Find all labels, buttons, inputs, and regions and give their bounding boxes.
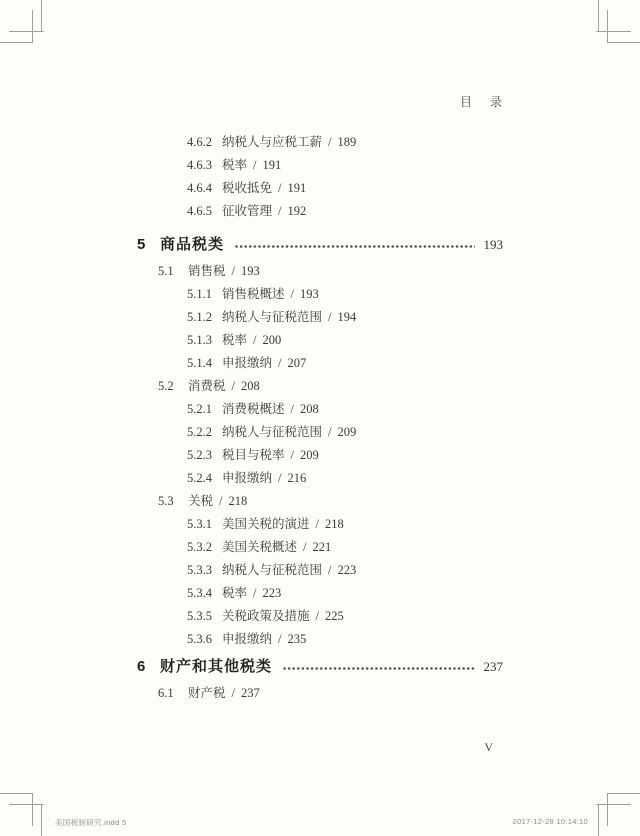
- toc-entry: [137, 605, 503, 628]
- toc-entry-title: 消费税概述: [222, 402, 285, 416]
- toc-entry-separator: /: [253, 586, 257, 600]
- crop-mark: [607, 42, 640, 43]
- toc-entry: [137, 582, 503, 605]
- toc-entry: [137, 467, 503, 490]
- toc-entry-title: 纳税人与征税范围: [222, 563, 323, 577]
- toc-entry-number: 5.1.1: [187, 287, 212, 301]
- toc-entry-separator: /: [315, 517, 319, 531]
- toc-chapter-entry: [137, 230, 503, 260]
- toc-entry: [137, 559, 503, 582]
- dotted-leader: [283, 667, 474, 670]
- toc-entry-number: 5.3.2: [187, 540, 212, 554]
- toc-entry-number: 5.1.2: [187, 310, 212, 324]
- toc-entry-title: 纳税人与应税工薪: [222, 135, 323, 149]
- crop-mark: [596, 804, 631, 805]
- toc-entry-number: 5.3.5: [187, 609, 212, 623]
- toc-entry: [137, 352, 503, 375]
- toc-entry-separator: /: [328, 135, 332, 149]
- toc-entry-number: 5.3.4: [187, 586, 212, 600]
- toc-entry-page: 237: [241, 686, 260, 700]
- toc-list: [137, 131, 503, 705]
- toc-entry-page: 223: [337, 563, 357, 577]
- toc-entry-separator: /: [278, 181, 282, 195]
- footer-timestamp: 2017-12-28 10:14:10: [512, 817, 588, 826]
- toc-entry-separator: /: [278, 204, 282, 218]
- toc-entry-number: 5.2: [158, 379, 174, 393]
- toc-entry-title: 税率: [222, 586, 248, 600]
- toc-entry-separator: /: [231, 686, 235, 700]
- toc-entry-page: 193: [300, 287, 319, 301]
- toc-entry-page: 193: [483, 237, 503, 252]
- toc-entry-separator: /: [290, 287, 294, 301]
- toc-entry-number: 5.3.3: [187, 563, 212, 577]
- footer-filename: 美国税制研究.indd 5: [55, 818, 127, 827]
- toc-entry-title: 美国关税的演进: [222, 517, 310, 531]
- toc-entry: [137, 131, 503, 154]
- toc-entry-number: 5.1.3: [187, 333, 212, 347]
- toc-entry-title: 税率: [222, 158, 248, 172]
- toc-entry-separator: /: [315, 609, 319, 623]
- toc-entry-separator: /: [328, 563, 332, 577]
- toc-entry-title: 消费税: [188, 379, 226, 393]
- toc-entry: [137, 421, 503, 444]
- toc-entry-title: 财产和其他税类: [160, 658, 273, 675]
- toc-entry-page: 218: [325, 517, 344, 531]
- toc-entry-number: 5.2.3: [187, 448, 212, 462]
- toc-entry-separator: /: [328, 425, 332, 439]
- crop-mark: [0, 793, 33, 794]
- toc-entry-page: 194: [337, 310, 357, 324]
- toc-entry-title: 财产税: [188, 686, 226, 700]
- toc-entry: [137, 329, 503, 352]
- toc-entry-page: 216: [287, 471, 307, 485]
- crop-mark: [32, 793, 33, 826]
- toc-entry-title: 关税: [188, 494, 214, 508]
- toc-entry-page: 207: [287, 356, 307, 370]
- toc-entry-separator: /: [278, 632, 282, 646]
- toc-entry-title: 销售税: [188, 264, 226, 278]
- toc-entry-separator: /: [290, 402, 294, 416]
- page-header-title: 目 录: [459, 95, 505, 109]
- toc-entry-title: 申报缴纳: [222, 356, 273, 370]
- toc-entry-number: 5.3.6: [187, 632, 212, 646]
- toc-entry-page: 237: [483, 659, 503, 674]
- toc-entry-separator: /: [328, 310, 332, 324]
- crop-mark: [41, 804, 42, 836]
- toc-entry-number: 4.6.4: [187, 181, 212, 195]
- crop-mark: [607, 793, 608, 826]
- toc-entry-number: 5.2.2: [187, 425, 212, 439]
- toc-entry: [137, 444, 503, 467]
- crop-mark: [0, 42, 33, 43]
- toc-entry-number: 5.2.1: [187, 402, 212, 416]
- toc-entry: [137, 375, 503, 398]
- toc-entry-page: 223: [262, 586, 282, 600]
- toc-entry-page: 209: [300, 448, 319, 462]
- toc-entry-title: 纳税人与征税范围: [222, 310, 323, 324]
- toc-entry-page: 208: [300, 402, 319, 416]
- toc-entry-page: 209: [337, 425, 357, 439]
- toc-entry-title: 关税政策及措施: [222, 609, 310, 623]
- toc-entry-separator: /: [231, 379, 235, 393]
- toc-entry-page: 191: [262, 158, 282, 172]
- toc-entry-separator: /: [253, 158, 257, 172]
- toc-entry: [137, 398, 503, 421]
- toc-entry-title: 销售税概述: [222, 287, 285, 301]
- toc-entry-number: 4.6.2: [187, 135, 212, 149]
- toc-entry: [137, 682, 503, 705]
- toc-entry: [137, 536, 503, 559]
- toc-entry: [137, 513, 503, 536]
- toc-entry-number: 5.1: [158, 264, 174, 278]
- toc-entry-title: 征收管理: [222, 204, 273, 218]
- toc-entry: [137, 177, 503, 200]
- crop-mark: [32, 10, 33, 43]
- toc-entry: [137, 260, 503, 283]
- toc-entry-page: 218: [228, 494, 248, 508]
- crop-mark: [598, 0, 599, 32]
- crop-mark: [607, 793, 640, 794]
- toc-entry-number: 6.1: [158, 686, 174, 700]
- toc-entry-number: 6: [137, 658, 147, 675]
- toc-entry-page: 235: [287, 632, 307, 646]
- toc-entry-title: 纳税人与征税范围: [222, 425, 323, 439]
- toc-entry-separator: /: [278, 471, 282, 485]
- toc-entry-number: 5.3: [158, 494, 174, 508]
- toc-entry-number: 5: [137, 236, 147, 253]
- toc-entry-separator: /: [290, 448, 294, 462]
- toc-entry-title: 税目与税率: [222, 448, 285, 462]
- toc-entry: [137, 628, 503, 651]
- toc-entry-number: 4.6.3: [187, 158, 212, 172]
- toc-chapter-entry: [137, 652, 503, 682]
- toc-entry-page: 200: [262, 333, 282, 347]
- toc-entry-page: 192: [287, 204, 307, 218]
- dotted-leader: [235, 245, 474, 248]
- toc-entry-number: 5.3.1: [187, 517, 212, 531]
- toc-entry: [137, 283, 503, 306]
- crop-mark: [598, 804, 599, 836]
- crop-mark: [9, 31, 44, 32]
- crop-mark: [41, 0, 42, 32]
- toc-entry: [137, 306, 503, 329]
- toc-entry-title: 税收抵免: [222, 181, 273, 195]
- toc-entry-separator: /: [253, 333, 257, 347]
- toc-entry-title: 美国关税概述: [222, 540, 298, 554]
- toc-entry-title: 税率: [222, 333, 248, 347]
- crop-mark: [596, 31, 631, 32]
- toc-entry-page: 225: [325, 609, 344, 623]
- toc-entry-separator: /: [231, 264, 235, 278]
- toc-entry-page: 221: [312, 540, 332, 554]
- crop-mark: [9, 804, 44, 805]
- toc-entry-separator: /: [278, 356, 282, 370]
- toc-entry-page: 208: [241, 379, 260, 393]
- toc-entry-separator: /: [303, 540, 307, 554]
- toc-entry-page: 191: [287, 181, 307, 195]
- toc-entry-number: 5.2.4: [187, 471, 212, 485]
- toc-entry-separator: /: [219, 494, 223, 508]
- toc-entry: [137, 200, 503, 223]
- toc-entry-title: 商品税类: [160, 236, 225, 253]
- toc-entry-number: 5.1.4: [187, 356, 212, 370]
- toc-entry-number: 4.6.5: [187, 204, 212, 218]
- toc-entry-page: 193: [241, 264, 260, 278]
- toc-entry: [137, 490, 503, 513]
- toc-entry: [137, 154, 503, 177]
- toc-entry-page: 189: [337, 135, 357, 149]
- crop-mark: [607, 10, 608, 43]
- toc-entry-title: 申报缴纳: [222, 632, 273, 646]
- toc-entry-title: 申报缴纳: [222, 471, 273, 485]
- page-number: V: [484, 740, 493, 754]
